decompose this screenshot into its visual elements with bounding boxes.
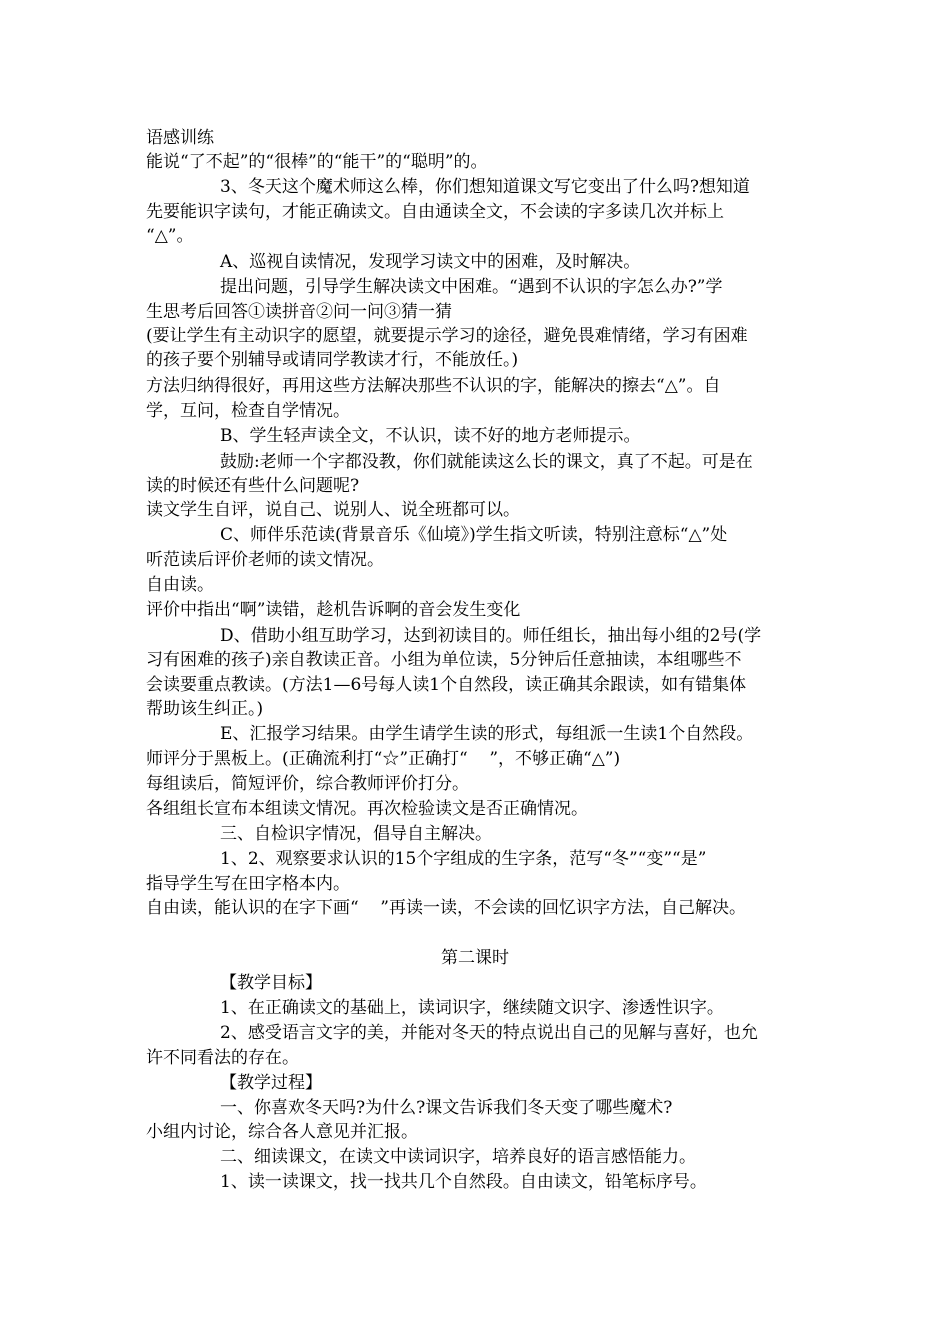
text-line: E、汇报学习结果。由学生请学生读的形式，每组派一生读1个自然段。 — [220, 724, 754, 744]
text-line: 1、在正确读文的基础上，读词识字，继续随文识字、渗透性识字。 — [220, 998, 724, 1018]
text-line: 读文学生自评，说自己、说别人、说全班都可以。 — [146, 500, 520, 520]
section-heading: 第二课时 — [441, 948, 509, 968]
text-line: 先要能识字读句，才能正确读文。自由通读全文，不会读的字多读几次并标上 — [146, 202, 724, 222]
text-line: 2、感受语言文字的美，并能对冬天的特点说出自己的见解与喜好，也允 — [220, 1023, 758, 1043]
text-line: 自由读，能认识的在字下画“ ”再读一读，不会读的回忆识字方法，自己解决。 — [146, 898, 746, 918]
text-line: 方法归纳得很好，再用这些方法解决那些不认识的字，能解决的擦去“△”。自 — [146, 376, 721, 396]
text-line: 二、细读课文，在读文中读词识字，培养良好的语言感悟能力。 — [220, 1147, 696, 1167]
text-line: B、学生轻声读全文，不认识，读不好的地方老师提示。 — [220, 426, 641, 446]
text-line: 帮助该生纠正。) — [146, 699, 264, 719]
text-line: 三、自检识字情况，倡导自主解决。 — [220, 824, 492, 844]
text-line: 听范读后评价老师的读文情况。 — [146, 550, 384, 570]
text-line: 生思考后回答①读拼音②问一问③猜一猜 — [146, 302, 452, 322]
subheading: 【教学过程】 — [220, 1073, 322, 1093]
text-line: 师评分于黑板上。(正确流利打“☆”正确打“ ”，不够正确“△”) — [146, 749, 621, 769]
text-line: 学，互问，检查自学情况。 — [146, 401, 350, 421]
text-line: 1、读一读课文，找一找共几个自然段。自由读文，铅笔标序号。 — [220, 1172, 707, 1192]
text-line: 一、你喜欢冬天吗?为什么?课文告诉我们冬天变了哪些魔术? — [220, 1098, 673, 1118]
text-line: 语感训练 — [146, 128, 214, 148]
text-line: 自由读。 — [146, 575, 214, 595]
text-line: 小组内讨论，综合各人意见并汇报。 — [146, 1122, 418, 1142]
text-line: C、师伴乐范读(背景音乐《仙境》)学生指文听读，特别注意标“△”处 — [220, 525, 728, 545]
text-line: 会读要重点教读。(方法1—6号每人读1个自然段，读正确其余跟读，如有错集体 — [146, 675, 747, 695]
text-line: 指导学生写在田字格本内。 — [146, 874, 350, 894]
text-line: 鼓励:老师一个字都没教，你们就能读这么长的课文，真了不起。可是在 — [220, 452, 753, 472]
text-line: (要让学生有主动识字的愿望，就要提示学习的途径，避免畏难情绪，学习有困难 — [146, 326, 748, 346]
text-line: 读的时候还有些什么问题呢? — [146, 476, 360, 496]
text-line: A、巡视自读情况，发现学习读文中的困难，及时解决。 — [220, 252, 641, 272]
text-line: 许不同看法的存在。 — [146, 1048, 299, 1068]
subheading: 【教学目标】 — [220, 973, 322, 993]
text-line: 的孩子要个别辅导或请同学教读才行，不能放任。) — [146, 350, 519, 370]
text-line: 各组组长宣布本组读文情况。再次检验读文是否正确情况。 — [146, 799, 588, 819]
text-line: D、借助小组互助学习，达到初读目的。师任组长，抽出每小组的2号(学 — [220, 626, 762, 646]
text-line: 评价中指出“啊”读错，趁机告诉啊的音会发生变化 — [146, 600, 521, 620]
text-line: 3、冬天这个魔术师这么棒，你们想知道课文写它变出了什么吗?想知道 — [220, 177, 750, 197]
text-line: 提出问题，引导学生解决读文中困难。“遇到不认识的字怎么办?”学 — [220, 277, 723, 297]
text-line: “△”。 — [146, 226, 194, 246]
text-line: 习有困难的孩子)亲自教读正音。小组为单位读，5分钟后任意抽读，本组哪些不 — [146, 650, 742, 670]
text-line: 每组读后，简短评价，综合教师评价打分。 — [146, 774, 469, 794]
text-line: 1、2、观察要求认识的15个字组成的生字条，范写“冬”“变”“是” — [220, 849, 707, 869]
text-line: 能说“了不起”的“很棒”的“能干”的“聪明”的。 — [146, 152, 488, 172]
